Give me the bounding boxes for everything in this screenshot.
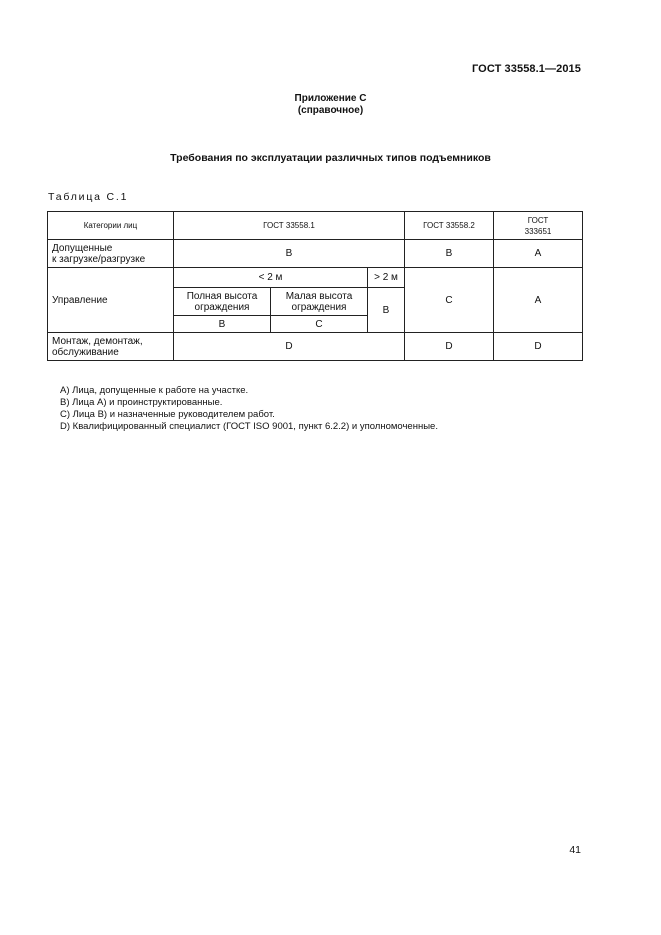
appendix-subtitle: (справочное): [297, 105, 364, 116]
section-title: Требования по эксплуатации различных типов подъемников: [170, 152, 491, 164]
header-gost-333651: [494, 212, 583, 240]
full-height-line2: ограждения: [194, 301, 250, 313]
appendix-title: Приложение С: [294, 93, 367, 104]
table-notes: [60, 385, 438, 433]
note-c: С) Лица В) и назначенные руководителем работ.: [60, 409, 275, 420]
row-control-gost3: А: [494, 268, 583, 333]
low-height-line1: Малая высота: [285, 290, 353, 302]
requirements-table: [47, 211, 583, 361]
row-control-gt2: > 2 м: [368, 268, 405, 288]
table-label: Таблица С.1: [48, 191, 129, 203]
document-code: ГОСТ 33558.1—2015: [471, 63, 581, 75]
header-gost-33558-2: ГОСТ 33558.2: [405, 212, 494, 240]
row-mount-label-line1: Монтаж, демонтаж,: [52, 335, 143, 347]
row-mount-gost1: D: [174, 333, 405, 361]
row-loading-gost2: В: [405, 240, 494, 268]
row-control-gt2-value: В: [368, 288, 405, 333]
row-mount-label-line2: обслуживание: [52, 346, 119, 358]
row-loading-gost3: А: [494, 240, 583, 268]
table-row-control-1: [48, 268, 583, 288]
row-loading-label-line2: к загрузке/разгрузке: [52, 253, 146, 265]
note-b: В) Лица А) и проинструктированные.: [60, 397, 223, 408]
row-loading-gost1: В: [174, 240, 405, 268]
row-control-full-value: В: [174, 316, 271, 333]
row-loading-label: [48, 240, 174, 268]
row-mount-gost2: D: [405, 333, 494, 361]
note-a: А) Лица, допущенные к работе на участке.: [60, 385, 249, 396]
low-height-line2: ограждения: [291, 301, 347, 313]
row-control-lt2: < 2 м: [174, 268, 368, 288]
row-mount-label: [48, 333, 174, 361]
full-height-line1: Полная высота: [186, 290, 258, 302]
row-control-low-value: С: [271, 316, 368, 333]
table-row-loading: [48, 240, 583, 268]
row-control-gost2: С: [405, 268, 494, 333]
row-mount-gost3: D: [494, 333, 583, 361]
row-loading-label-line1: Допущенные: [52, 242, 113, 254]
header-gost-333651-line2: 333651: [524, 226, 552, 236]
row-control-label: Управление: [48, 268, 174, 333]
table-header-row: [48, 212, 583, 240]
note-d: D) Квалифицированный специалист (ГОСТ ISO 9001, пункт 6.2.2) и уполномоченные.: [60, 421, 438, 432]
row-control-low-height: [271, 288, 368, 316]
row-control-full-height: [174, 288, 271, 316]
page-number: 41: [569, 844, 581, 856]
header-gost-333651-line1: ГОСТ: [527, 215, 549, 225]
header-gost-33558-1: ГОСТ 33558.1: [174, 212, 405, 240]
header-categories: Категории лиц: [48, 212, 174, 240]
table-row-mount: [48, 333, 583, 361]
